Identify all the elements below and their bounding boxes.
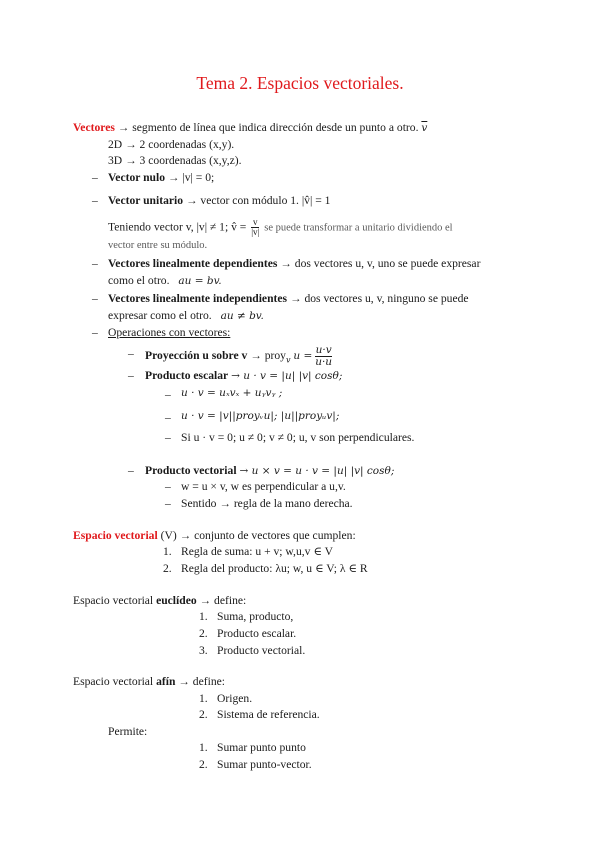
page-title: Tema 2. Espacios vectoriales.	[196, 73, 404, 93]
independientes-line2	[108, 309, 264, 322]
escalar-bullet-1: u · v = uₓvₓ + uᵧvᵧ ;	[181, 387, 283, 399]
escalar-bullet-2: u · v = |v||proyᵥu|; |u||proyᵤv|;	[181, 410, 340, 422]
list-number: 1.	[199, 741, 208, 754]
vectores-definition	[73, 121, 427, 134]
afin-definition	[73, 675, 225, 688]
teniendo-text: Teniendo vector v, |v| ≠ 1; v̂ =	[108, 220, 247, 234]
independientes-formula: au ≠ bv.	[220, 310, 264, 322]
permite-label: Permite:	[108, 725, 148, 738]
escalar-rest: → u · v = |u| |v| cosθ;	[231, 370, 343, 382]
espacio-item	[163, 562, 368, 575]
vectorial-bullet-1: w = u × v, w es perpendicular a u,v.	[181, 480, 346, 493]
list-number: 3.	[199, 644, 208, 657]
escalar-bullet-3: Si u · v = 0; u ≠ 0; v ≠ 0; u, v son perpendiculares.	[181, 431, 415, 444]
list-number: 1.	[199, 610, 208, 623]
proyeccion-sub: v	[285, 355, 291, 365]
euclideo-prefix: Espacio vectorial	[73, 594, 154, 607]
afin-item	[199, 692, 252, 705]
vectorial-item	[145, 464, 394, 477]
vectorial-rest: → u × v = u · v = |u| |v| cosθ;	[239, 465, 395, 477]
dash-bullet: –	[128, 369, 134, 382]
afin-rest: → define:	[178, 675, 225, 688]
list-text: Suma, producto,	[217, 610, 294, 623]
list-number: 2.	[163, 562, 172, 575]
dependientes-line2	[108, 274, 222, 287]
dash-bullet: –	[92, 194, 98, 207]
vectorial-bullet-2: Sentido → regla de la mano derecha.	[181, 497, 353, 510]
proyeccion-arrow: → proy	[250, 349, 286, 363]
afin-item	[199, 708, 320, 721]
vectores-def: → segmento de línea que indica dirección desde un punto a otro.	[117, 121, 419, 134]
espacio-rest: (V) → conjunto de vectores que cumplen:	[160, 529, 356, 542]
dependientes-item	[108, 257, 480, 270]
escalar-item	[145, 369, 342, 382]
list-text: Sumar punto-vector.	[217, 758, 312, 771]
euclideo-rest: → define:	[199, 594, 247, 607]
operaciones-heading: Operaciones con vectores:	[108, 326, 231, 339]
unit-fraction	[251, 218, 259, 238]
independientes-item	[108, 292, 469, 305]
dash-bullet: –	[165, 480, 171, 493]
dependientes-rest: → dos vectores u, v, uno se puede expresar	[280, 257, 481, 270]
independientes-rest: → dos vectores u, v, ninguno se puede	[289, 292, 469, 305]
dash-bullet: –	[92, 326, 98, 339]
espacio-item	[163, 545, 333, 558]
list-number: 2.	[199, 758, 208, 771]
vector-symbol: $\overline{v}$	[421, 122, 428, 134]
dash-bullet: –	[165, 411, 171, 424]
fraction-denominator: |v|	[251, 227, 260, 238]
dependientes-line2-text: como el otro.	[108, 274, 170, 287]
independientes-label: Vectores linealmente independientes	[108, 292, 288, 305]
dash-bullet: –	[165, 497, 171, 510]
list-text: Sumar punto punto	[217, 741, 306, 754]
independientes-line2-text: expresar como el otro.	[108, 309, 212, 322]
list-text: Regla del producto: λu; w, u ∈ V; λ ∈ R	[181, 562, 368, 575]
dash-bullet: –	[165, 431, 171, 444]
list-number: 2.	[199, 627, 208, 640]
euclideo-term: euclídeo	[156, 594, 197, 607]
dash-bullet: –	[128, 464, 134, 477]
line-2d: 2D → 2 coordenadas (x,y).	[108, 138, 235, 151]
proyeccion-den: u·u	[315, 356, 333, 369]
dependientes-formula: au = bv.	[178, 275, 222, 287]
euclideo-item	[199, 627, 296, 640]
proyeccion-num: u·v	[315, 344, 332, 356]
teniendo-line2: vector entre su módulo.	[108, 240, 208, 251]
afin-term: afín	[156, 675, 176, 688]
espacio-definition	[73, 529, 356, 542]
vector-unitario-item	[108, 194, 330, 207]
vector-nulo-label: Vector nulo	[108, 171, 166, 184]
list-number: 1.	[163, 545, 172, 558]
proyeccion-label: Proyección u sobre v	[145, 349, 248, 363]
vectores-term: Vectores	[73, 121, 115, 134]
proyeccion-fraction	[315, 345, 332, 368]
vector-unitario-label: Vector unitario	[108, 194, 184, 207]
fraction-numerator: v	[253, 217, 258, 227]
vector-nulo-item	[108, 171, 214, 184]
dash-bullet: –	[92, 171, 98, 184]
euclideo-item	[199, 644, 305, 657]
list-text: Sistema de referencia.	[217, 708, 320, 721]
list-number: 2.	[199, 708, 208, 721]
euclideo-item	[199, 610, 293, 623]
vectorial-label: Producto vectorial	[145, 464, 237, 477]
teniendo-line	[108, 218, 453, 238]
list-text: Origen.	[217, 692, 253, 705]
dash-bullet: –	[128, 347, 134, 360]
line-3d: 3D → 3 coordenadas (x,y,z).	[108, 154, 242, 167]
dash-bullet: –	[165, 388, 171, 401]
list-text: Regla de suma: u + v; w,u,v ∈ V	[181, 545, 333, 558]
proyeccion-item	[145, 345, 332, 368]
dash-bullet: –	[92, 257, 98, 270]
permite-item	[199, 741, 306, 754]
permite-item	[199, 758, 312, 771]
list-number: 1.	[199, 692, 208, 705]
dependientes-label: Vectores linealmente dependientes	[108, 257, 278, 270]
vector-nulo-rest: → |v| = 0;	[167, 171, 215, 184]
escalar-label: Producto escalar	[145, 369, 229, 382]
list-text: Producto vectorial.	[217, 644, 306, 657]
afin-prefix: Espacio vectorial	[73, 675, 154, 688]
list-text: Producto escalar.	[217, 627, 297, 640]
euclideo-definition	[73, 594, 246, 607]
vector-unitario-rest: → vector con módulo 1. |v̂| = 1	[185, 194, 331, 207]
proyeccion-u: u =	[293, 350, 313, 363]
dash-bullet: –	[92, 292, 98, 305]
espacio-term: Espacio vectorial	[73, 529, 158, 542]
teniendo-tail: se puede transformar a unitario dividiendo el	[264, 222, 453, 234]
